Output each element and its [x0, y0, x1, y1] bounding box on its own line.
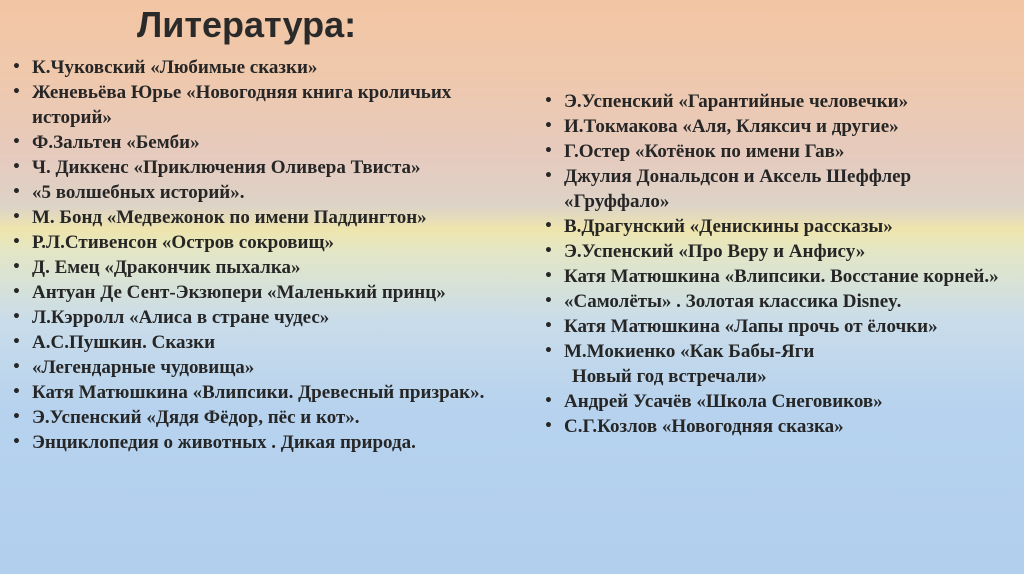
list-item-text: Ч. Диккенс «Приключения Оливера Твиста»	[32, 157, 421, 178]
list-item	[12, 55, 502, 80]
list-item	[12, 155, 502, 180]
list-item-text: Э.Успенский «Дядя Фёдор, пёс и кот».	[32, 407, 360, 428]
list-item-text: Джулия Дональдсон и Аксель Шеффлер «Груффало»	[564, 166, 912, 212]
list-item	[12, 380, 502, 405]
list-item	[544, 414, 1014, 439]
list-item	[12, 230, 502, 255]
bullet-icon: •	[12, 134, 21, 150]
list-item	[544, 289, 1014, 314]
list-item	[544, 214, 1014, 239]
list-item	[12, 80, 502, 130]
list-item-text: А.С.Пушкин. Сказки	[32, 332, 216, 353]
list-item-text: К.Чуковский «Любимые сказки»	[32, 57, 318, 78]
list-item	[12, 280, 502, 305]
bullet-icon: •	[12, 384, 21, 400]
list-item-text: В.Драгунский «Денискины рассказы»	[564, 216, 893, 237]
bullet-icon: •	[12, 259, 21, 275]
bullet-icon: •	[12, 59, 21, 75]
list-item-text: Д. Емец «Дракончик пыхалка»	[32, 257, 301, 278]
list-item-text: Антуан Де Сент-Экзюпери «Маленький принц»	[32, 282, 446, 303]
list-item	[544, 264, 1014, 289]
bullet-icon: •	[12, 434, 21, 450]
list-item	[544, 339, 1014, 364]
list-item-text: «Самолёты» . Золотая классика Disney.	[564, 291, 902, 312]
bullet-icon: •	[544, 168, 553, 184]
list-item-text: И.Токмакова «Аля, Кляксич и другие»	[564, 116, 899, 137]
list-item	[12, 130, 502, 155]
bullet-icon: •	[12, 284, 21, 300]
list-item	[544, 164, 1014, 214]
list-item-text: Катя Матюшкина «Влипсики. Восстание корней.»	[564, 266, 999, 287]
bullet-icon: •	[544, 418, 553, 434]
bullet-icon: •	[12, 234, 21, 250]
bullet-icon: •	[544, 268, 553, 284]
bullet-icon: •	[12, 184, 21, 200]
list-item	[544, 114, 1014, 139]
list-item	[544, 314, 1014, 339]
bullet-icon: •	[12, 359, 21, 375]
list-item-text: Катя Матюшкина «Влипсики. Древесный призрак».	[32, 382, 485, 403]
list-item-text: М. Бонд «Медвежонок по имени Паддингтон»	[32, 207, 427, 228]
bullet-icon: •	[544, 143, 553, 159]
list-item	[544, 239, 1014, 264]
literature-list-left	[12, 55, 502, 455]
bullet-icon: •	[544, 118, 553, 134]
list-item-text: Ф.Зальтен «Бемби»	[32, 132, 200, 153]
bullet-icon: •	[12, 209, 21, 225]
bullet-icon: •	[544, 318, 553, 334]
list-item	[544, 139, 1014, 164]
list-item	[544, 389, 1014, 414]
bullet-icon: •	[12, 409, 21, 425]
list-item	[544, 364, 1014, 389]
list-item-text: Женевьёва Юрье «Новогодняя книга кроличьих историй»	[32, 82, 452, 128]
list-item	[12, 180, 502, 205]
list-item-text: Л.Кэрролл «Алиса в стране чудес»	[32, 307, 330, 328]
list-item-text: Р.Л.Стивенсон «Остров сокровищ»	[32, 232, 335, 253]
bullet-icon: •	[12, 84, 21, 100]
list-item	[12, 405, 502, 430]
list-item	[12, 330, 502, 355]
bullet-icon: •	[544, 343, 553, 359]
list-item-text: Новый год встречали»	[572, 366, 767, 387]
list-item	[12, 305, 502, 330]
literature-list-right	[544, 89, 1014, 439]
list-item-text: М.Мокиенко «Как Бабы-Яги	[564, 341, 815, 362]
bullet-icon: •	[544, 218, 553, 234]
list-item	[12, 430, 502, 455]
list-item-text: «Легендарные чудовища»	[32, 357, 255, 378]
list-item-text: Андрей Усачёв «Школа Снеговиков»	[564, 391, 883, 412]
bullet-icon: •	[12, 309, 21, 325]
list-item-text: Э.Успенский «Про Веру и Анфису»	[564, 241, 866, 262]
list-item-text: С.Г.Козлов «Новогодняя сказка»	[564, 416, 844, 437]
page-title: Литература:	[137, 4, 357, 45]
list-item-text: Э.Успенский «Гарантийные человечки»	[564, 91, 909, 112]
bullet-icon: •	[544, 393, 553, 409]
bullet-icon: •	[12, 159, 21, 175]
list-item	[12, 255, 502, 280]
list-item-text: Г.Остер «Котёнок по имени Гав»	[564, 141, 845, 162]
list-item-text: «5 волшебных историй».	[32, 182, 245, 203]
list-item-text: Катя Матюшкина «Лапы прочь от ёлочки»	[564, 316, 938, 337]
list-item	[12, 205, 502, 230]
list-item	[12, 355, 502, 380]
list-item	[544, 89, 1014, 114]
bullet-icon: •	[544, 243, 553, 259]
bullet-icon: •	[544, 93, 553, 109]
list-item-text: Энциклопедия о животных . Дикая природа.	[32, 432, 416, 453]
bullet-icon: •	[12, 334, 21, 350]
bullet-icon: •	[544, 293, 553, 309]
